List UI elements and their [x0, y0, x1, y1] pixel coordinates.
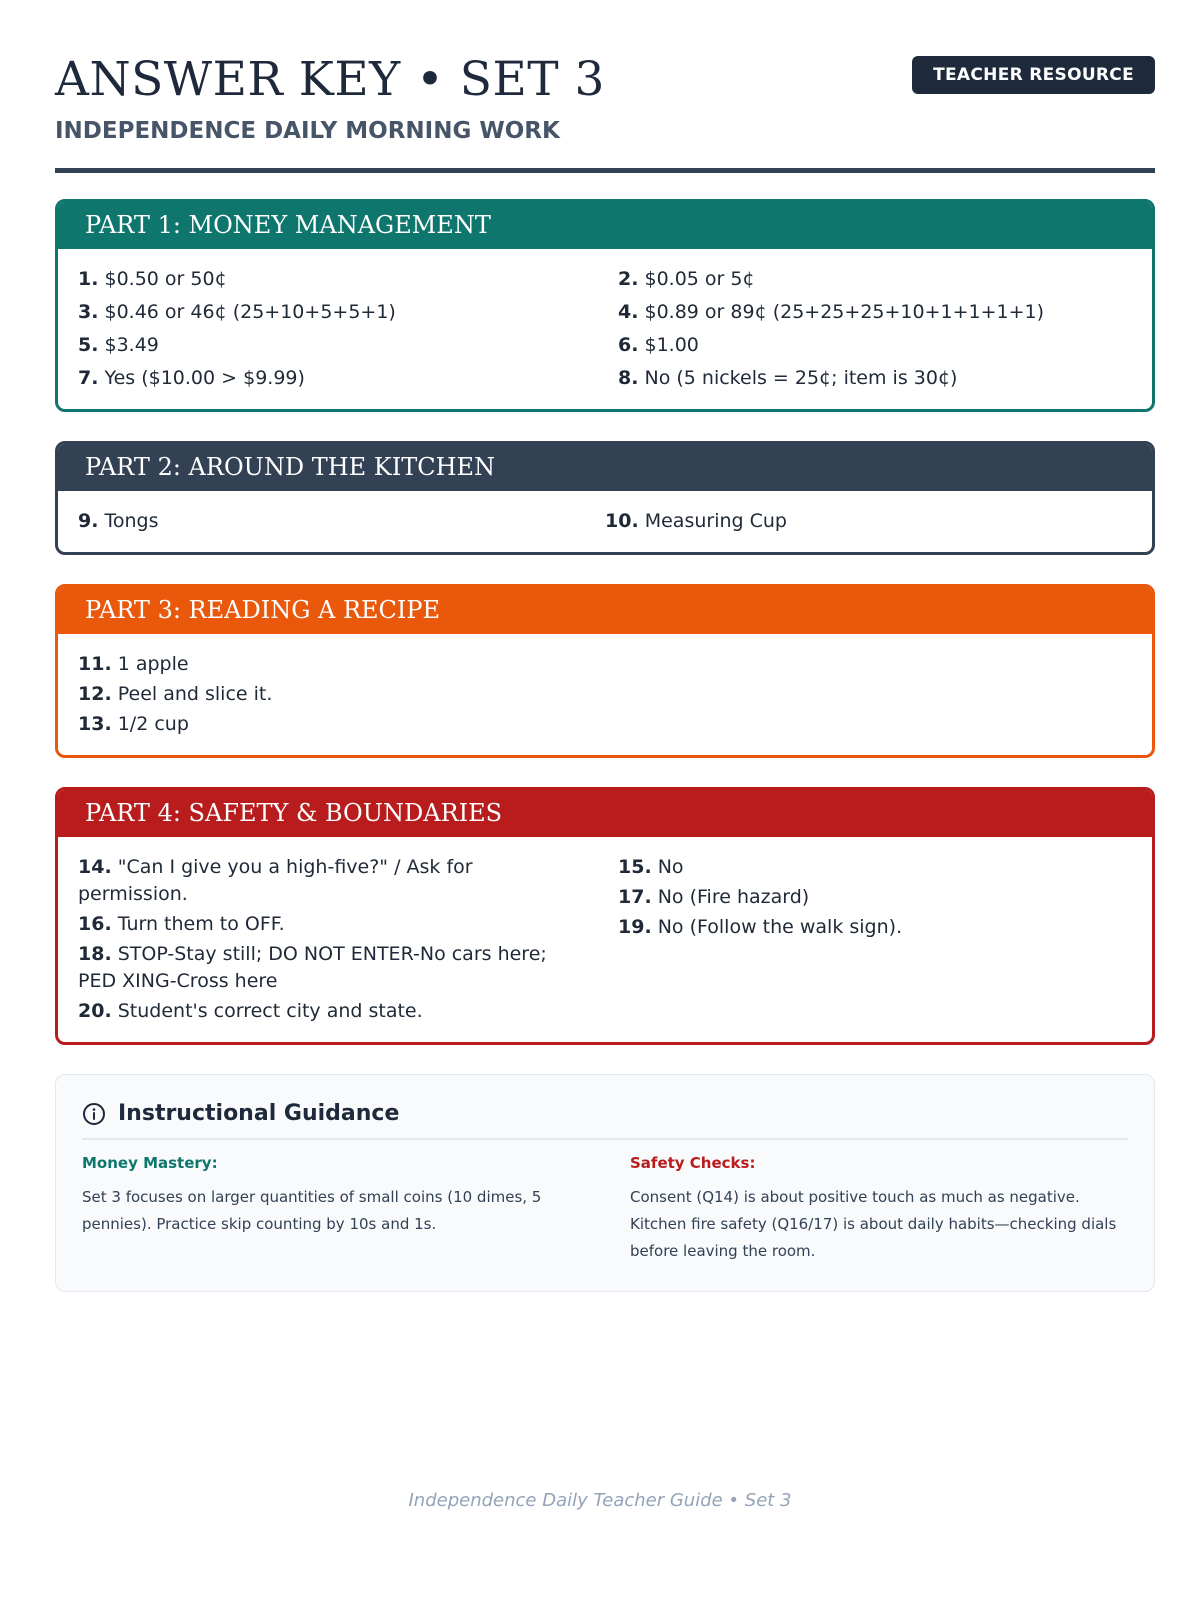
page-header	[55, 0, 1155, 175]
money-mastery-note	[82, 1154, 580, 1265]
guidance-columns	[82, 1154, 1128, 1265]
part4-title: PART 4: SAFETY & BOUNDARIES	[58, 790, 1152, 837]
money-mastery-text: Set 3 focuses on larger quantities of small coins (10 dimes, 5 pennies). Practice skip counting by 10s and 1s.	[82, 1188, 542, 1233]
safety-checks-label: Safety Checks:	[630, 1154, 756, 1172]
answer-item: 18. STOP-Stay still; DO NOT ENTER-No cars here; PED XING-Cross here	[78, 943, 547, 992]
header-divider	[55, 168, 1155, 173]
answer-item: 11. 1 apple	[78, 653, 189, 675]
answer-item: 20. Student's correct city and state.	[78, 1000, 423, 1022]
teacher-resource-badge: TEACHER RESOURCE	[912, 56, 1155, 94]
answer-item: 19. No (Follow the walk sign).	[618, 916, 903, 938]
page-subtitle: INDEPENDENCE DAILY MORNING WORK	[55, 118, 560, 144]
answer-item: 17. No (Fire hazard)	[618, 886, 810, 908]
part1-section	[55, 199, 1155, 412]
answer-item: 3. $0.46 or 46¢ (25+10+5+5+1)	[78, 301, 396, 323]
part4-section	[55, 787, 1155, 1045]
part3-title: PART 3: READING A RECIPE	[58, 587, 1152, 634]
part1-title: PART 1: MONEY MANAGEMENT	[58, 202, 1152, 249]
part2-answers	[58, 491, 1152, 552]
answer-item: 6. $1.00	[618, 334, 699, 356]
part4-answers	[58, 837, 1152, 1042]
info-icon	[82, 1102, 106, 1126]
page-footer: Independence Daily Teacher Guide • Set 3	[408, 1490, 792, 1511]
part4-left-column	[78, 851, 578, 1028]
instructional-guidance-box	[55, 1074, 1155, 1292]
part2-title: PART 2: AROUND THE KITCHEN	[58, 444, 1152, 491]
part3-section	[55, 584, 1155, 758]
answer-item: 16. Turn them to OFF.	[78, 913, 285, 935]
answer-item: 15. No	[618, 856, 684, 878]
part3-answers	[58, 634, 1152, 755]
safety-checks-note	[630, 1154, 1128, 1265]
guidance-header	[82, 1101, 1128, 1140]
safety-checks-text: Consent (Q14) is about positive touch as much as negative. Kitchen fire safety (Q16/17) is about daily habits—checking dials before leaving the room.	[630, 1188, 1117, 1260]
part4-right-column	[618, 851, 1132, 1028]
answer-item: 1. $0.50 or 50¢	[78, 268, 227, 290]
part1-answers	[58, 249, 1152, 409]
answer-item: 13. 1/2 cup	[78, 713, 189, 735]
answer-item: 12. Peel and slice it.	[78, 683, 273, 705]
part2-section	[55, 441, 1155, 555]
answer-item: 2. $0.05 or 5¢	[618, 268, 755, 290]
answer-item: 10. Measuring Cup	[605, 510, 787, 532]
answer-item: 7. Yes ($10.00 > $9.99)	[78, 367, 305, 389]
answer-item: 4. $0.89 or 89¢ (25+25+25+10+1+1+1+1)	[618, 301, 1045, 323]
money-mastery-label: Money Mastery:	[82, 1154, 218, 1172]
answer-item: 14. "Can I give you a high-five?" / Ask for permission.	[78, 856, 473, 905]
guidance-title: Instructional Guidance	[118, 1101, 400, 1126]
answer-item: 5. $3.49	[78, 334, 159, 356]
page-title: ANSWER KEY • SET 3	[55, 52, 605, 107]
answer-item: 8. No (5 nickels = 25¢; item is 30¢)	[618, 367, 958, 389]
answer-key-page	[55, 0, 1155, 1292]
answer-item: 9. Tongs	[78, 510, 159, 532]
